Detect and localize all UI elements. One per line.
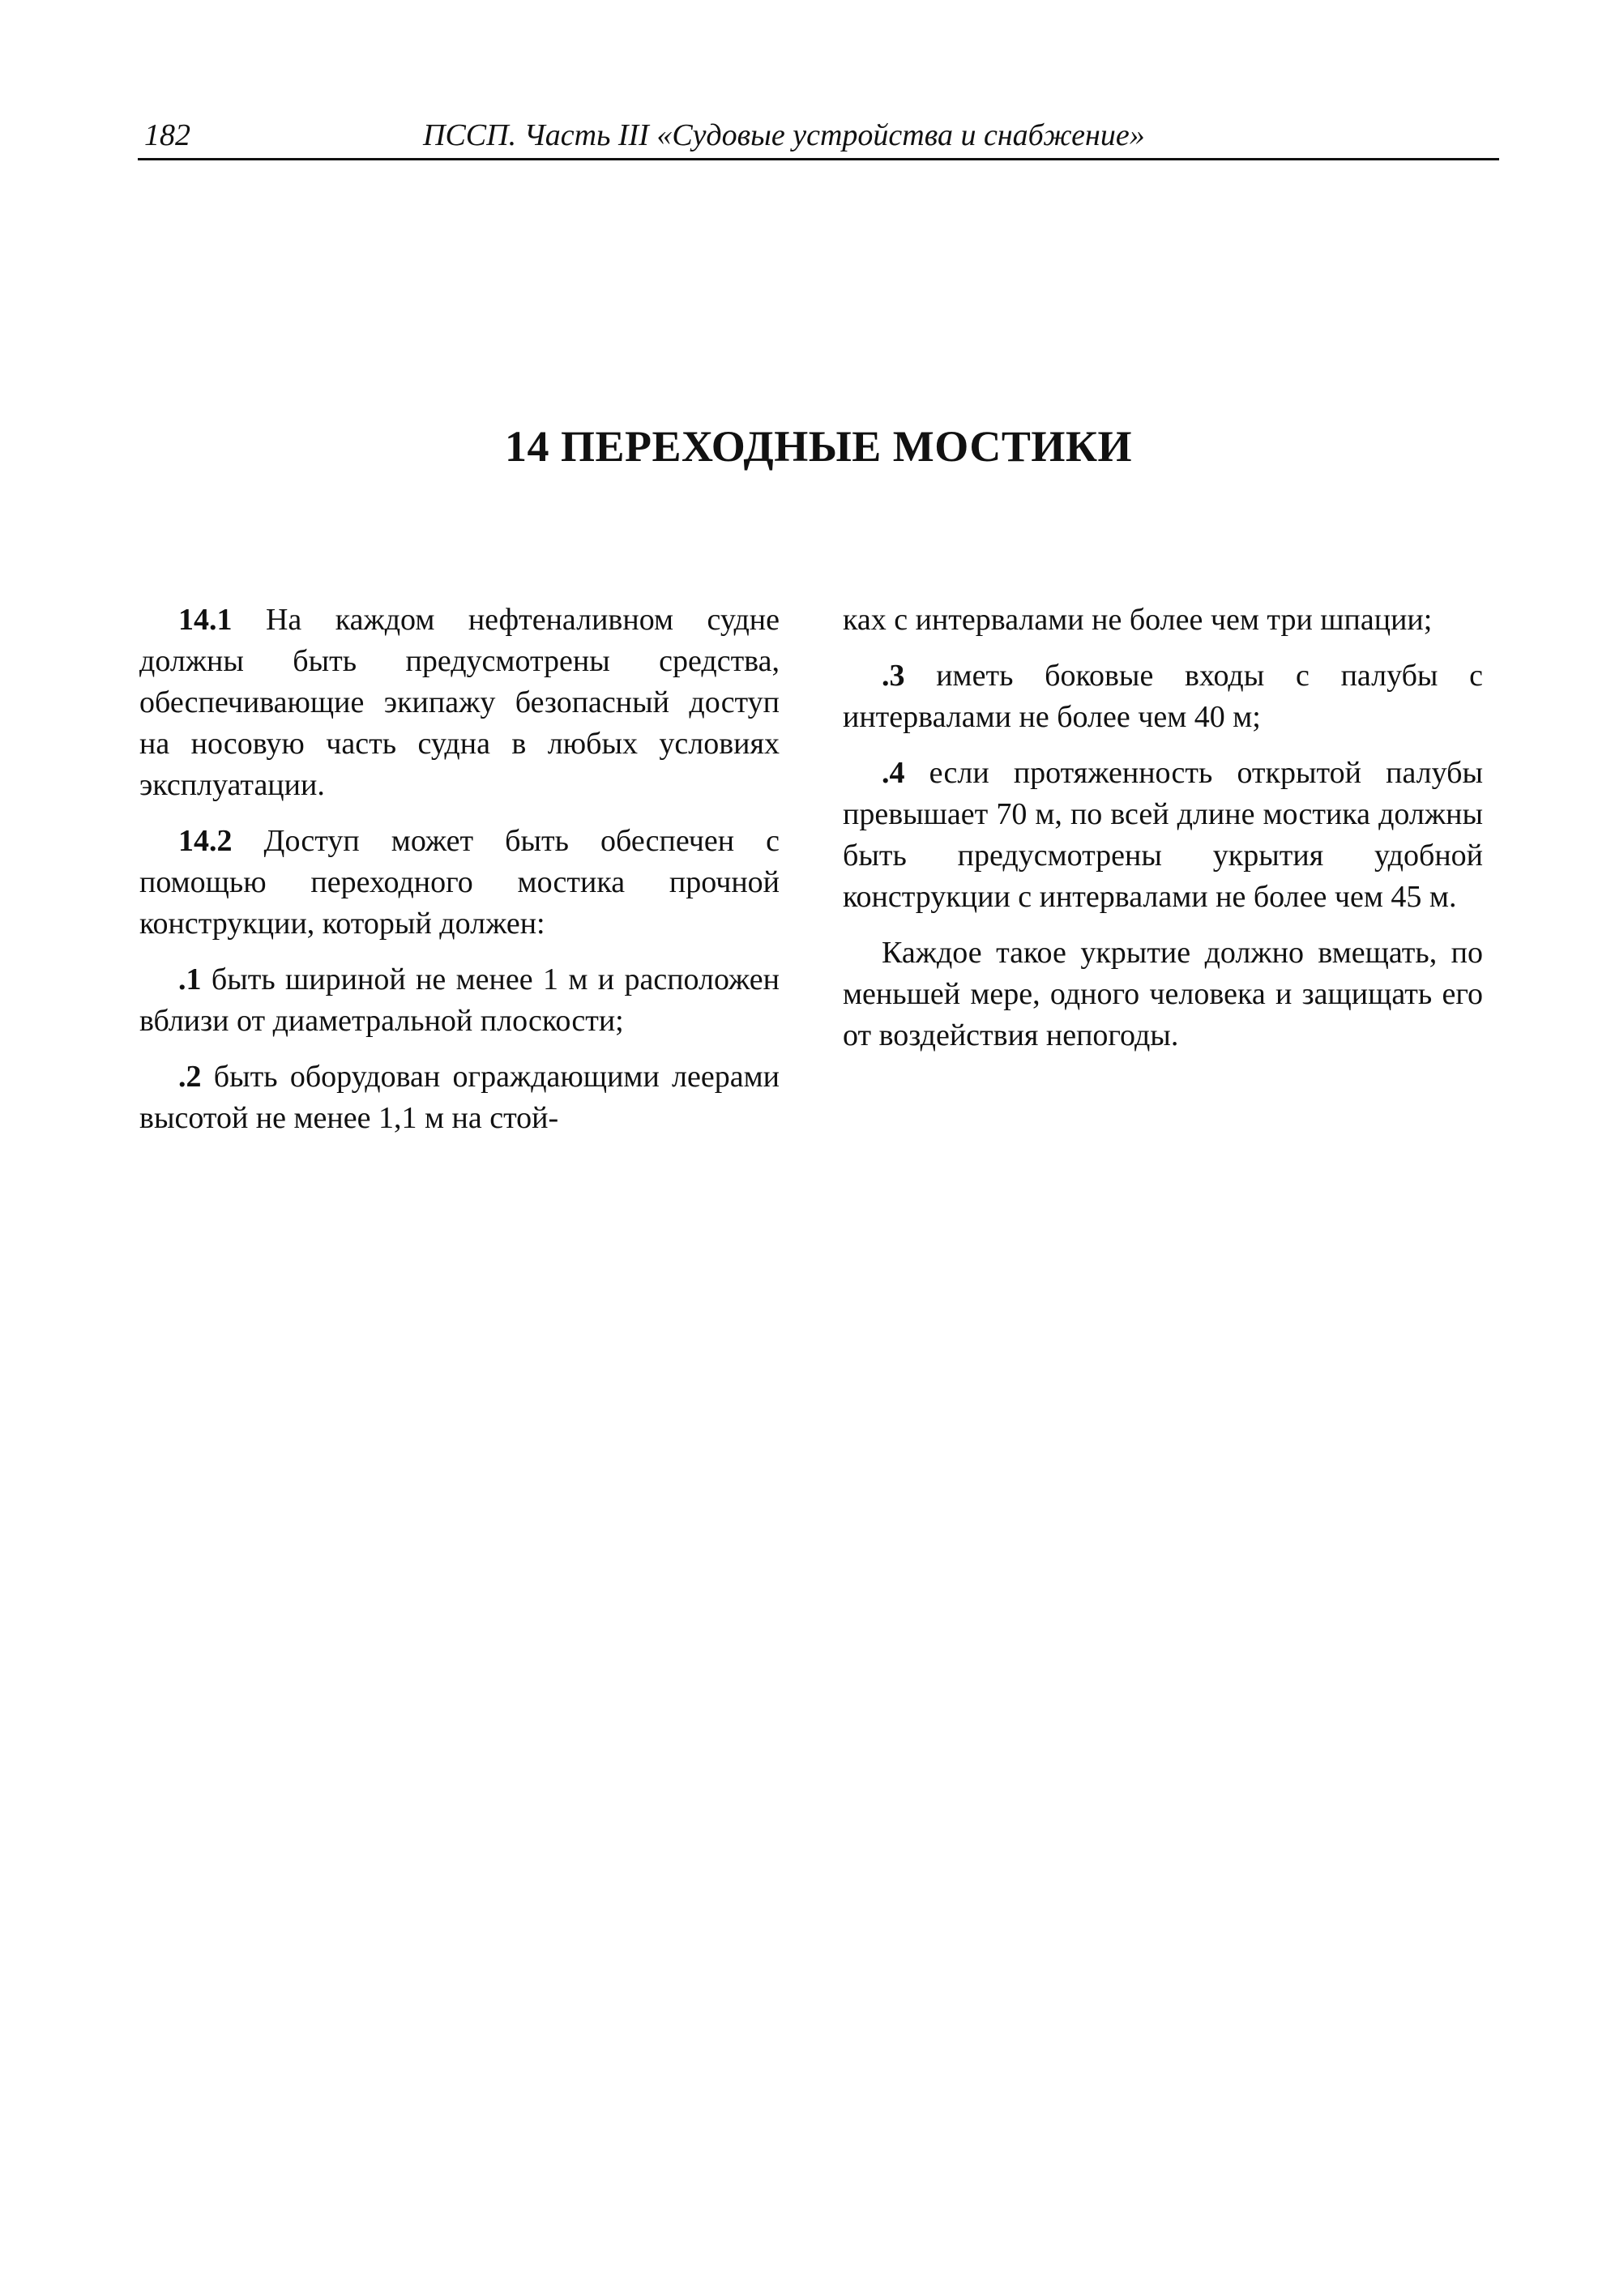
clause-number: 14.1 (178, 603, 233, 637)
paragraph-text: Доступ может быть обеспечен с помощью переходного мостика прочной конструкции, который должен: (139, 824, 780, 941)
page-number: 182 (144, 118, 190, 152)
left-column (139, 600, 780, 1154)
chapter-title: 14 ПЕРЕХОДНЫЕ МОСТИКИ (504, 422, 1133, 471)
paragraph-shelter (843, 932, 1483, 1056)
paragraph-14-2 (139, 821, 780, 945)
paragraph-text: На каждом нефтеналивном судне должны быть предусмотрены средства, обеспечивающие экипажу безопасный доступ на носовую часть судна в любых условиях эксплуатации. (139, 603, 780, 802)
paragraph-text: ках с интервалами не более чем три шпации; (843, 603, 1433, 637)
subitem-number: .3 (882, 659, 905, 693)
subitem-2 (139, 1056, 780, 1139)
subitem-number: .4 (882, 756, 905, 790)
subitem-4 (843, 753, 1483, 918)
subitem-number: .1 (178, 962, 202, 996)
running-title: ПССП. Часть III «Судовые устройства и снабжение» (423, 118, 1145, 152)
paragraph-text: Каждое такое укрытие должно вмещать, по меньшей мере, одного человека и защищать его от воздействия непогоды. (843, 936, 1483, 1052)
page-header (138, 109, 1499, 160)
clause-number: 14.2 (178, 824, 233, 858)
paragraph-14-1 (139, 600, 780, 806)
subitem-2-continued (843, 600, 1483, 641)
subitem-1 (139, 959, 780, 1042)
paragraph-text: если протяженность открытой палубы превышает 70 м, по всей длине мостика должны быть предусмотрены укрытия удобной конструкции с интервалами не более чем 45 м. (843, 756, 1484, 914)
subitem-3 (843, 655, 1483, 738)
paragraph-text: быть шириной не менее 1 м и расположен вблизи от диаметральной плоскости; (139, 962, 780, 1038)
paragraph-text: иметь боковые входы с палубы с интервалами не более чем 40 м; (843, 659, 1484, 734)
subitem-number: .2 (178, 1060, 202, 1094)
paragraph-text: быть оборудован ограждающими леерами высотой не менее 1,1 м на стой- (139, 1060, 780, 1135)
right-column (843, 600, 1483, 1071)
